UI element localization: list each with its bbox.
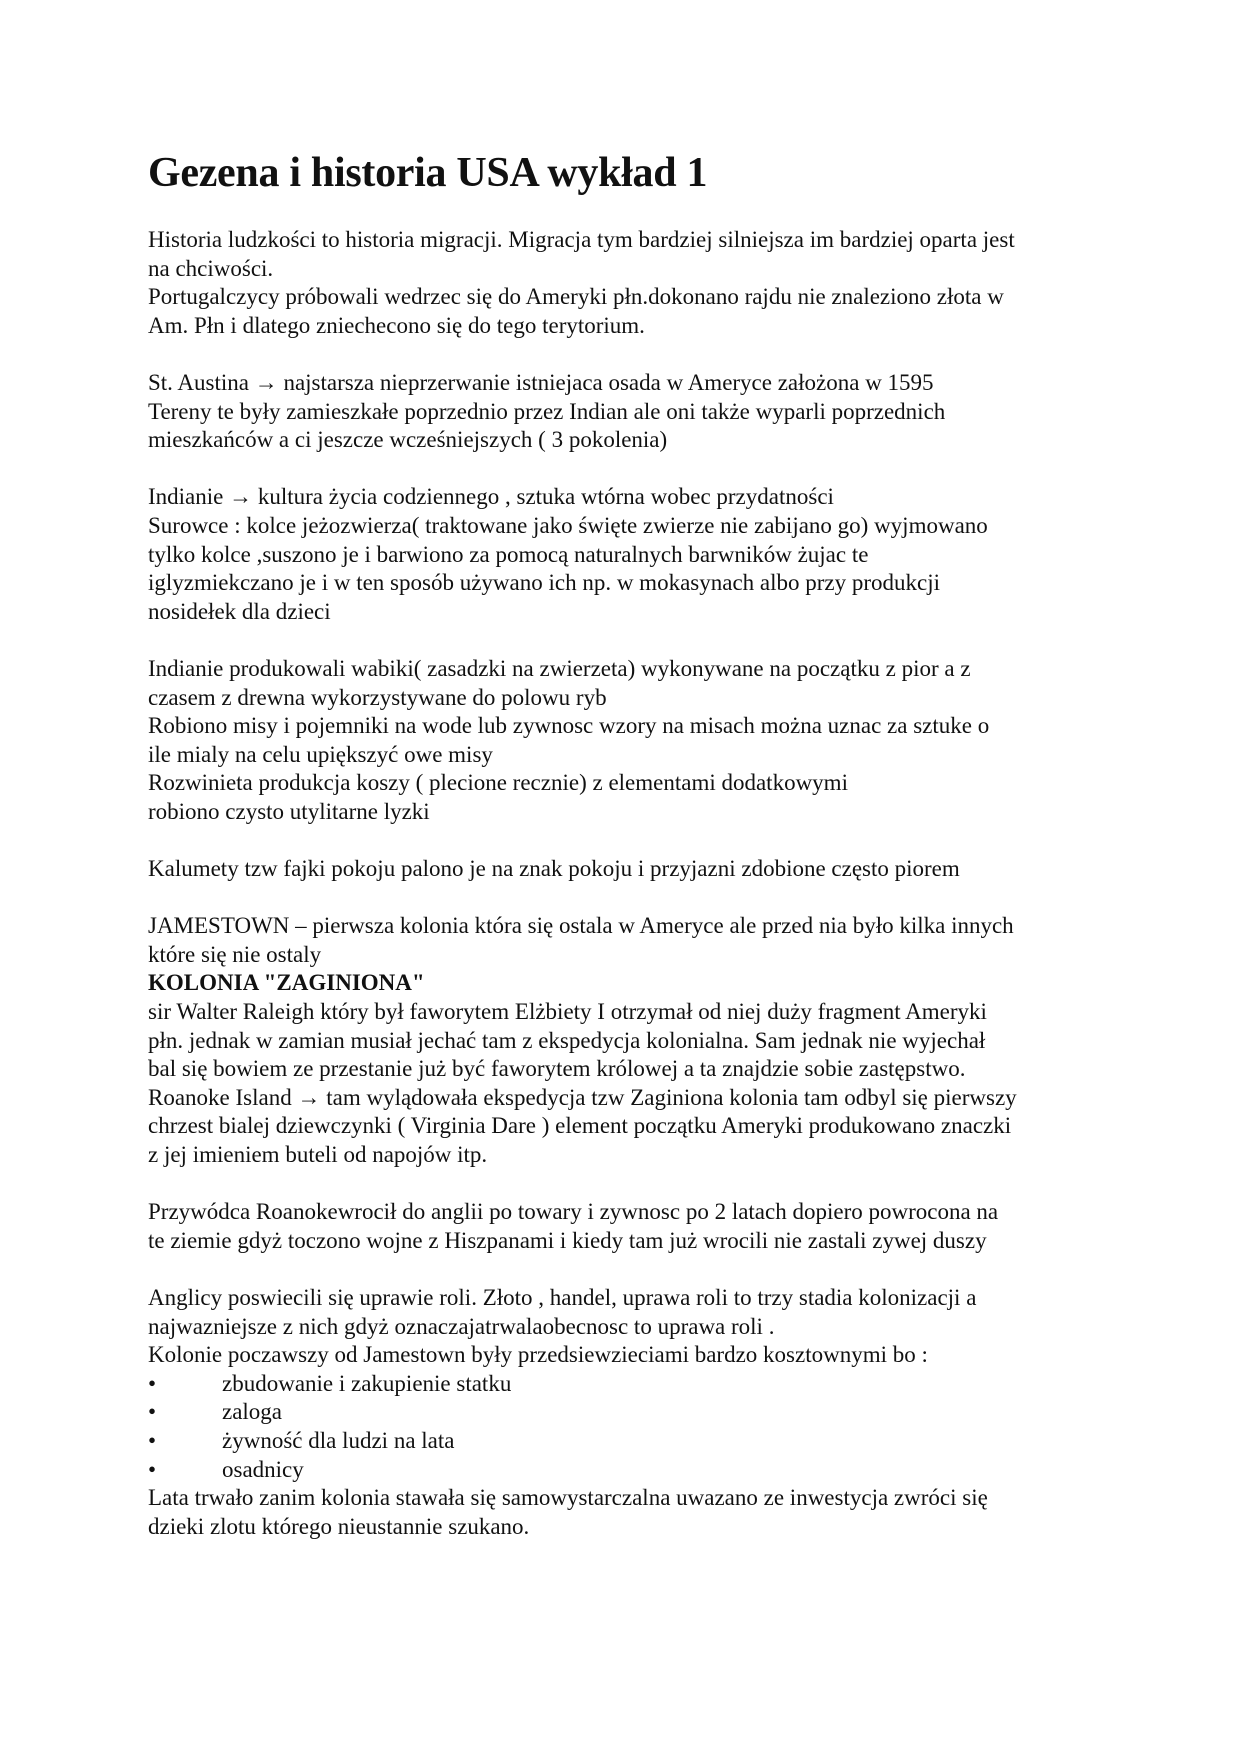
document-page xyxy=(148,148,1108,1541)
text-line: iglyzmiekczano je i w ten sposób używano ich np. w mokasynach albo przy produkcji xyxy=(148,570,941,596)
text-line: JAMESTOWN – pierwsza kolonia która się ostala w Ameryce ale przed nia było kilka innych xyxy=(148,913,1014,939)
text-line: dzieki zlotu którego nieustannie szukano. xyxy=(148,1513,530,1539)
text-line: bal się bowiem ze przestanie już być faworytem królowej a ta znajdzie sobie zastępstwo. xyxy=(148,1056,966,1082)
text-line: Tereny te były zamieszkałe poprzednio przez Indian ale oni także wyparli poprzednich xyxy=(148,398,946,424)
text-line: Indianie produkowali wabiki( zasadzki na zwierzeta) wykonywane na początku z pior a z xyxy=(148,655,971,681)
text-line: Roanoke Island → tam wylądowała ekspedycja tzw Zaginiona kolonia tam odbyl się pierwszy xyxy=(148,1084,1017,1110)
text-line: te ziemie gdyż toczono wojne z Hiszpanami i kiedy tam już wrocili nie zastali zywej duszy xyxy=(148,1227,987,1253)
text-line: Am. Płn i dlatego zniechecono się do tego terytorium. xyxy=(148,312,645,338)
paragraph-roanoke-leader xyxy=(148,1198,1108,1255)
paragraph-kalumety xyxy=(148,855,1108,884)
list-item-text: zaloga xyxy=(222,1399,283,1425)
text-line: ile mialy na celu upiększyć owe misy xyxy=(148,741,493,767)
text-line: Rozwinieta produkcja koszy ( plecione recznie) z elementami dodatkowymi xyxy=(148,770,848,796)
text-line: na chciwości. xyxy=(148,255,274,281)
text-line: mieszkańców a ci jeszcze wcześniejszych ( 3 pokolenia) xyxy=(148,427,668,453)
text-line: z jej imieniem buteli od napojów itp. xyxy=(148,1142,488,1167)
text-line: Kalumety tzw fajki pokoju palono je na znak pokoju i przyjazni zdobione często piorem xyxy=(148,856,960,882)
document-title: Gezena i historia USA wykład 1 xyxy=(148,150,708,196)
paragraph-anglicy xyxy=(148,1284,1108,1370)
section-heading-kolonia-zaginiona: KOLONIA "ZAGINIONA" xyxy=(148,970,425,996)
text-line: Kolonie poczawszy od Jamestown były przedsiewzieciami bardzo kosztownymi bo : xyxy=(148,1342,928,1368)
text-line: Surowce : kolce jeżozwierza( traktowane jako święte zwierze nie zabijano go) wyjmowano xyxy=(148,512,988,538)
text-line: płn. jednak w zamian musiał jechać tam z ekspedycja kolonialna. Sam jednak nie wyjechał xyxy=(148,1027,986,1053)
text-line: najwazniejsze z nich gdyż oznaczajatrwalaobecnosc to uprawa roli . xyxy=(148,1313,775,1339)
list-item-text: żywność dla ludzi na lata xyxy=(222,1427,455,1453)
bullet-icon: • xyxy=(148,1370,157,1396)
paragraph-wabiki xyxy=(148,655,1108,827)
text-line: nosidełek dla dzieci xyxy=(148,598,331,624)
text-line: tylko kolce ,suszono je i barwiono za pomocą naturalnych barwników żujac te xyxy=(148,541,869,567)
paragraph-indianie-kultura xyxy=(148,483,1108,626)
paragraph-migration xyxy=(148,226,1108,340)
bullet-icon: • xyxy=(148,1399,157,1425)
text-line: robiono czysto utylitarne lyzki xyxy=(148,798,430,824)
paragraph-raleigh xyxy=(148,998,1108,1170)
text-line: Robiono misy i pojemniki na wode lub zywnosc wzory na misach można uznac za sztuke o xyxy=(148,713,990,739)
text-line: Anglicy poswiecili się uprawie roli. Złoto , handel, uprawa roli to trzy stadia kolonizacji a xyxy=(148,1284,977,1310)
list-item-text: osadnicy xyxy=(222,1456,304,1482)
text-line: Lata trwało zanim kolonia stawała się samowystarczalna uwazano ze inwestycja zwróci się xyxy=(148,1485,988,1511)
text-line: Indianie → kultura życia codziennego , sztuka wtórna wobec przydatności xyxy=(148,484,834,510)
paragraph-samowystarczalna xyxy=(148,1484,1108,1541)
paragraph-jamestown xyxy=(148,912,1108,969)
list-item xyxy=(148,1427,1108,1456)
text-line: chrzest bialej dziewczynki ( Virginia Dare ) element początku Ameryki produkowano znaczki xyxy=(148,1113,1012,1139)
list-item xyxy=(148,1456,1108,1485)
text-line: które się nie ostaly xyxy=(148,941,322,967)
text-line: czasem z drewna wykorzystywane do polowu ryb xyxy=(148,684,607,710)
list-item xyxy=(148,1370,1108,1399)
paragraph-st-austina xyxy=(148,369,1108,455)
text-line: Historia ludzkości to historia migracji. Migracja tym bardziej silniejsza im bardziej oparta jest xyxy=(148,227,1015,252)
text-line: sir Walter Raleigh który był faworytem Elżbiety I otrzymał od niej duży fragment Ameryki xyxy=(148,999,987,1025)
bullet-list xyxy=(148,1370,1108,1484)
text-line: Portugalczycy próbowali wedrzec się do Ameryki płn.dokonano rajdu nie znaleziono złota w xyxy=(148,284,1004,310)
text-line: Przywódca Roanokewrocił do anglii po towary i zywnosc po 2 latach dopiero powrocona na xyxy=(148,1199,999,1225)
list-item xyxy=(148,1398,1108,1427)
list-item-text: zbudowanie i zakupienie statku xyxy=(222,1370,512,1396)
bullet-icon: • xyxy=(148,1456,157,1482)
bullet-icon: • xyxy=(148,1427,157,1453)
text-line: St. Austina → najstarsza nieprzerwanie istniejaca osada w Ameryce założona w 1595 xyxy=(148,369,934,395)
